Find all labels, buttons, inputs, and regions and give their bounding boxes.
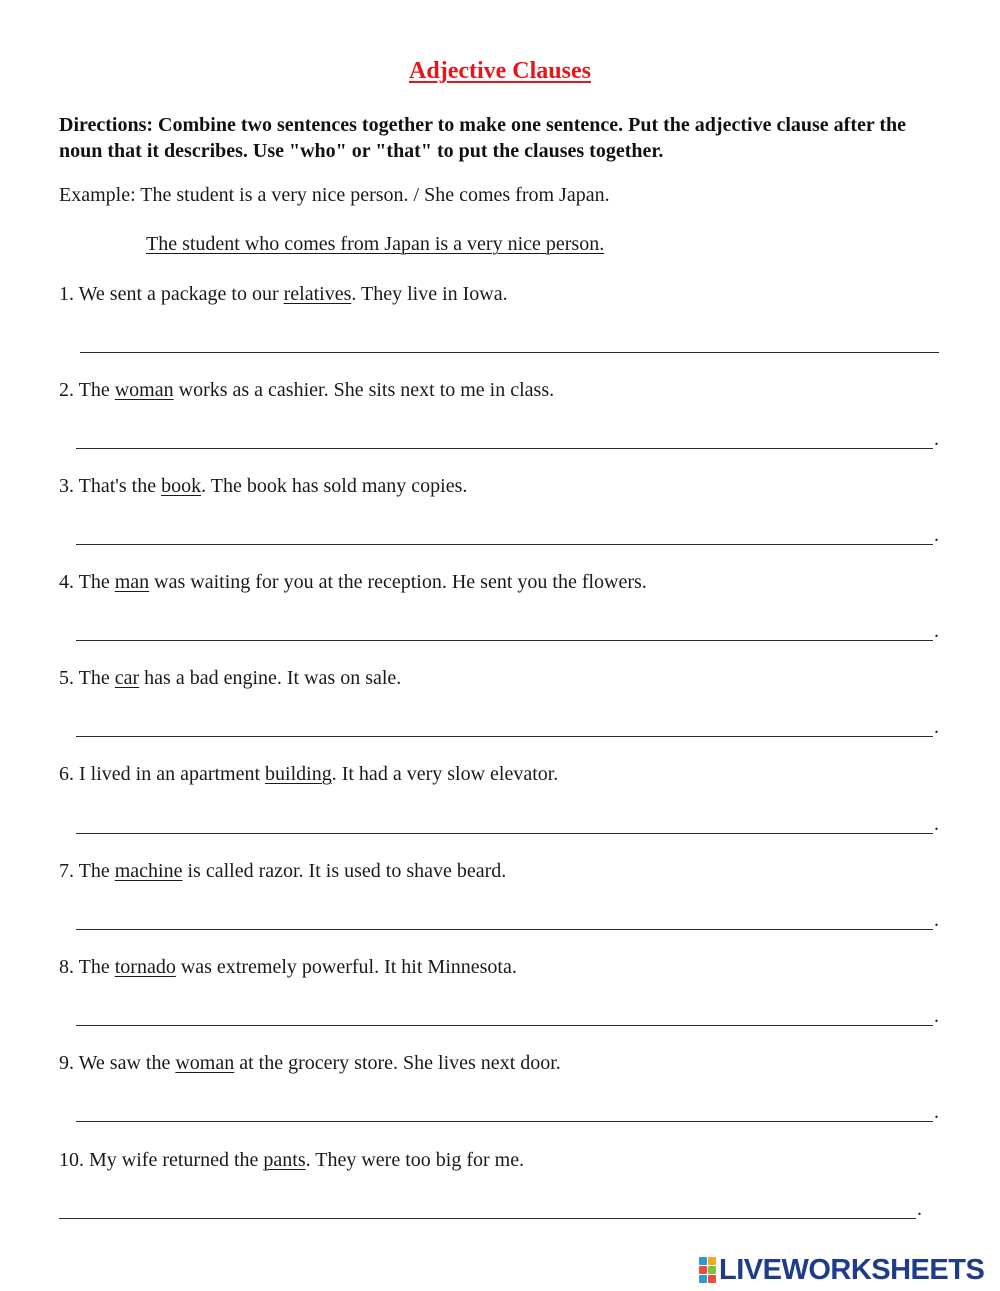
answer-blank[interactable]	[59, 1200, 916, 1219]
question-text: . They were too big for me.	[305, 1149, 525, 1171]
answer-period: .	[934, 620, 939, 642]
block	[708, 1266, 716, 1274]
answer-line-9[interactable]	[76, 1102, 942, 1122]
question-text: at the grocery store. She lives next door.	[234, 1052, 561, 1074]
question-noun: woman	[175, 1052, 235, 1074]
question-noun: tornado	[114, 956, 176, 978]
answer-line-6[interactable]	[76, 814, 942, 834]
question-text: 5. The	[59, 667, 115, 689]
question-text: 3. That's the	[59, 475, 162, 497]
example-answer: The student who comes from Japan is a very nice person.	[146, 233, 605, 255]
answer-blank[interactable]	[76, 430, 933, 449]
question-10	[59, 1149, 524, 1172]
question-noun: car	[114, 667, 140, 689]
answer-line-3[interactable]	[76, 525, 942, 545]
question-text: 8. The	[59, 956, 115, 978]
question-8	[59, 956, 517, 979]
question-text: was waiting for you at the reception. He sent you the flowers.	[149, 571, 647, 593]
question-text: has a bad engine. It was on sale.	[139, 667, 402, 689]
question-2	[59, 379, 554, 402]
answer-blank[interactable]	[76, 622, 933, 641]
question-text: was extremely powerful. It hit Minnesota.	[175, 956, 517, 978]
block	[699, 1275, 707, 1283]
answer-line-10[interactable]	[59, 1199, 925, 1219]
answer-period: .	[934, 716, 939, 738]
worksheet-title: Adjective Clauses	[409, 58, 591, 84]
question-4	[59, 571, 647, 594]
question-text: . It had a very slow elevator.	[331, 763, 559, 785]
block	[708, 1257, 716, 1265]
question-5	[59, 667, 401, 690]
question-noun: relatives	[283, 283, 352, 305]
question-7	[59, 860, 506, 883]
question-noun: building	[265, 763, 332, 785]
question-text: 10. My wife returned the	[59, 1149, 264, 1171]
question-text: 1. We sent a package to our	[59, 283, 284, 305]
answer-blank[interactable]	[76, 1007, 933, 1026]
answer-period: .	[934, 428, 939, 450]
answer-period: .	[934, 813, 939, 835]
answer-line-8[interactable]	[76, 1006, 942, 1026]
question-3	[59, 475, 467, 498]
question-text: . The book has sold many copies.	[201, 475, 468, 497]
question-noun: machine	[114, 860, 183, 882]
question-noun: pants	[263, 1149, 306, 1171]
answer-line-4[interactable]	[76, 621, 942, 641]
answer-period: .	[934, 909, 939, 931]
question-text: 9. We saw the	[59, 1052, 176, 1074]
answer-line-5[interactable]	[76, 717, 942, 737]
answer-blank[interactable]	[76, 911, 933, 930]
question-text: 7. The	[59, 860, 115, 882]
answer-period: .	[934, 1101, 939, 1123]
liveworksheets-logo	[699, 1254, 984, 1286]
question-noun: book	[161, 475, 202, 497]
answer-line-7[interactable]	[76, 910, 942, 930]
block	[708, 1275, 716, 1283]
question-text: 2. The	[59, 379, 115, 401]
question-1	[59, 283, 508, 306]
question-text: 4. The	[59, 571, 115, 593]
answer-blank[interactable]	[76, 526, 933, 545]
block	[699, 1257, 707, 1265]
answer-blank[interactable]	[76, 718, 933, 737]
question-text: works as a cashier. She sits next to me in class.	[173, 379, 555, 401]
answer-line-2[interactable]	[76, 429, 942, 449]
question-text: . They live in Iowa.	[351, 283, 508, 305]
answer-period: .	[917, 1198, 922, 1220]
example-prompt: Example: The student is a very nice person. / She comes from Japan.	[59, 184, 610, 206]
question-6	[59, 763, 558, 786]
block	[699, 1266, 707, 1274]
answer-blank[interactable]	[80, 334, 939, 353]
question-text: is called razor. It is used to shave beard.	[182, 860, 507, 882]
answer-period: .	[934, 1005, 939, 1027]
answer-period: .	[934, 524, 939, 546]
brand-wordmark: LIVEWORKSHEETS	[719, 1254, 985, 1286]
answer-blank[interactable]	[76, 1103, 933, 1122]
question-9	[59, 1052, 561, 1075]
blocks-icon	[699, 1257, 716, 1283]
answer-line-1[interactable]	[80, 333, 939, 353]
answer-blank[interactable]	[76, 815, 933, 834]
directions-text: Directions: Combine two sentences together to make one sentence. Put the adjective clause after the noun that it describes. Use "who" or "that" to put the clauses together.	[59, 114, 907, 162]
question-noun: woman	[114, 379, 174, 401]
question-noun: man	[114, 571, 150, 593]
question-text: 6. I lived in an apartment	[59, 763, 266, 785]
